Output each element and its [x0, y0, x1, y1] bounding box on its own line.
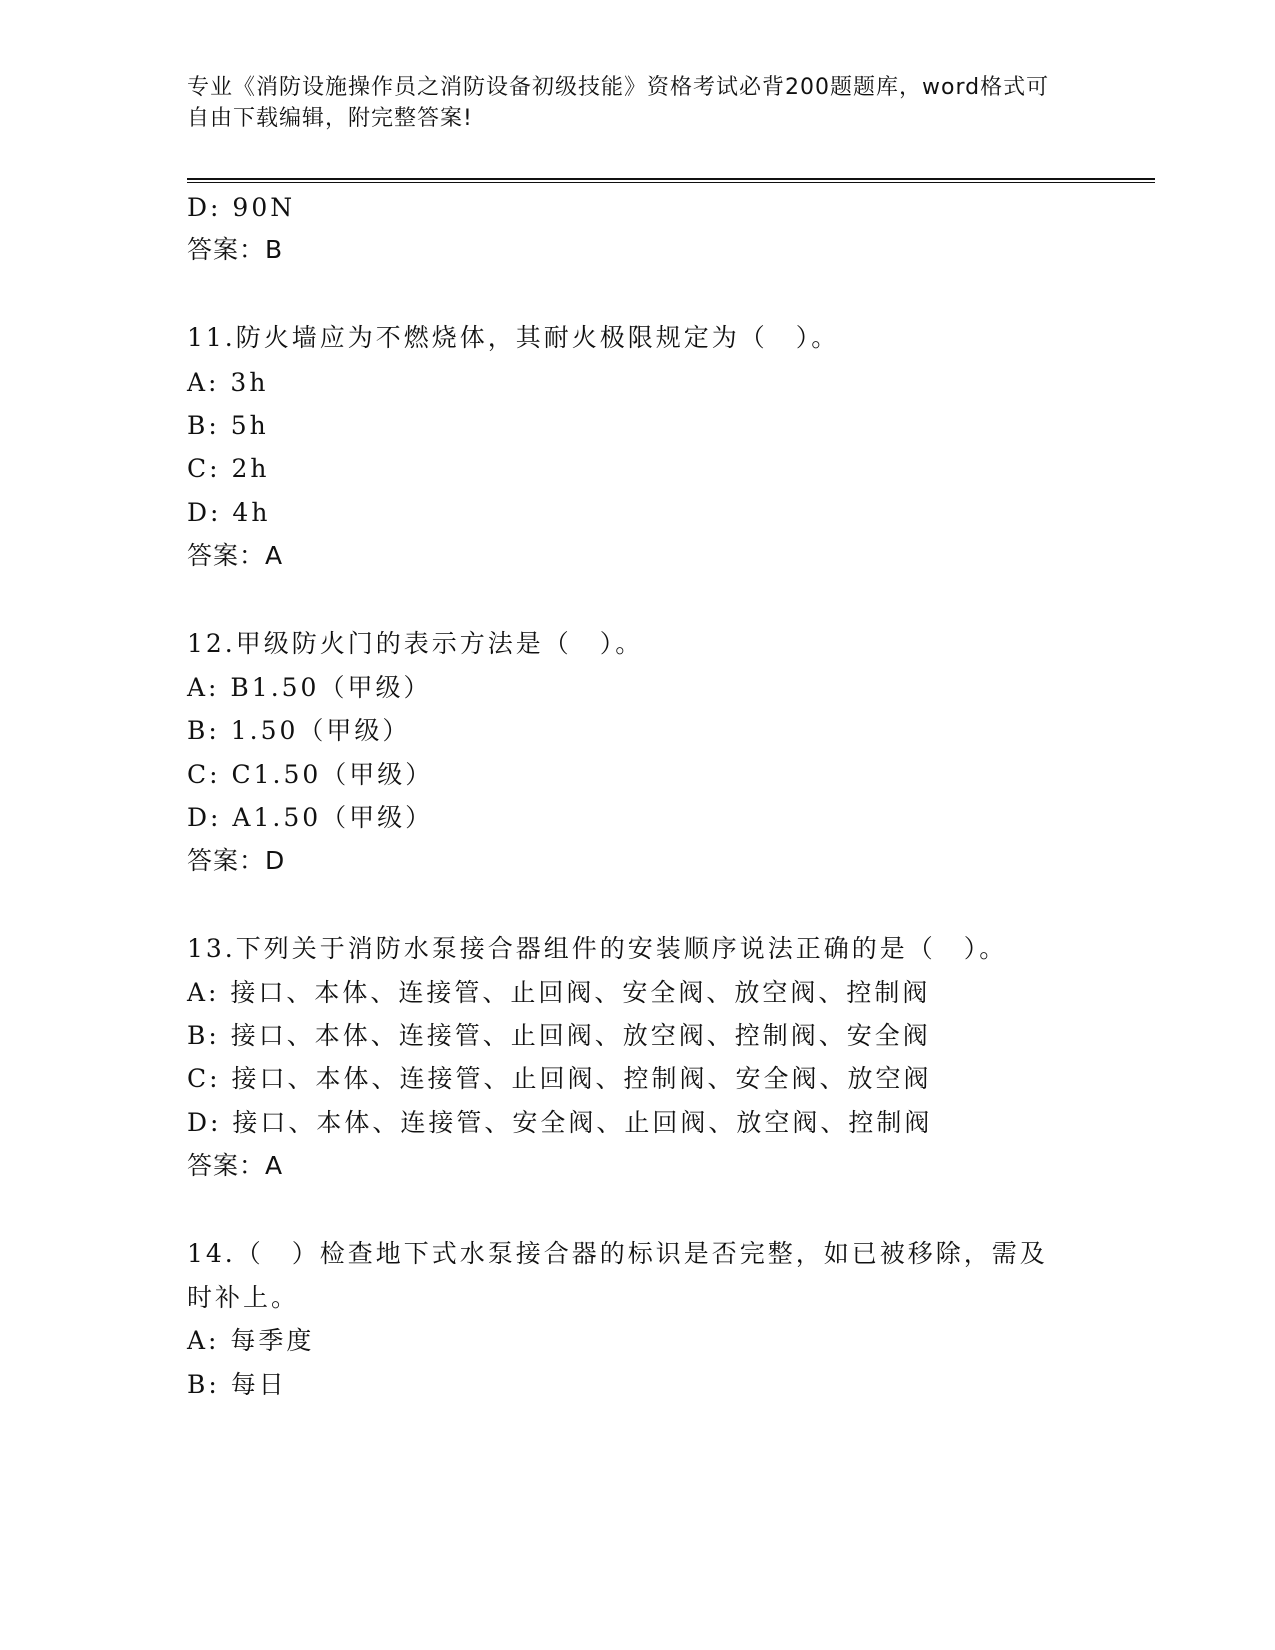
option-b: B: 5h	[187, 411, 269, 440]
option-c: C: 接口、本体、连接管、止回阀、控制阀、安全阀、放空阀	[187, 1064, 932, 1093]
answer-line: 答案：A	[187, 1151, 284, 1180]
option-b: B: 1.50（甲级）	[187, 716, 411, 745]
question-13: 13.下列关于消防水泵接合器组件的安装顺序说法正确的是（ ）。	[187, 934, 1008, 963]
option-a: A: 3h	[187, 368, 269, 397]
option-a: A: 每季度	[187, 1326, 315, 1355]
option-a: A: B1.50（甲级）	[187, 673, 432, 702]
option-b: B: 每日	[187, 1370, 287, 1399]
answer-line: 答案：A	[187, 541, 284, 570]
header-divider-thin	[187, 182, 1155, 183]
option-c: C: C1.50（甲级）	[187, 760, 434, 789]
option-c: C: 2h	[187, 454, 270, 483]
answer-line: 答案：B	[187, 235, 284, 264]
option-a: A: 接口、本体、连接管、止回阀、安全阀、放空阀、控制阀	[187, 978, 931, 1007]
document-header: 专业《消防设施操作员之消防设备初级技能》资格考试必背200题题库，word格式可自由下载编辑，附完整答案!	[187, 75, 1050, 131]
option-d: D: 90N	[187, 193, 296, 222]
question-12: 12.甲级防火门的表示方法是（ ）。	[187, 629, 644, 658]
option-d: D: 4h	[187, 498, 271, 527]
option-d: D: A1.50（甲级）	[187, 803, 434, 832]
question-11: 11.防火墙应为不燃烧体，其耐火极限规定为（ ）。	[187, 323, 840, 352]
answer-line: 答案：D	[187, 846, 286, 875]
question-14-continued: 时补上。	[187, 1283, 300, 1312]
option-d: D: 接口、本体、连接管、安全阀、止回阀、放空阀、控制阀	[187, 1108, 933, 1137]
header-divider-thick	[187, 178, 1155, 180]
option-b: B: 接口、本体、连接管、止回阀、放空阀、控制阀、安全阀	[187, 1021, 931, 1050]
question-14: 14.（ ）检查地下式水泵接合器的标识是否完整，如已被移除，需及	[187, 1239, 1048, 1268]
